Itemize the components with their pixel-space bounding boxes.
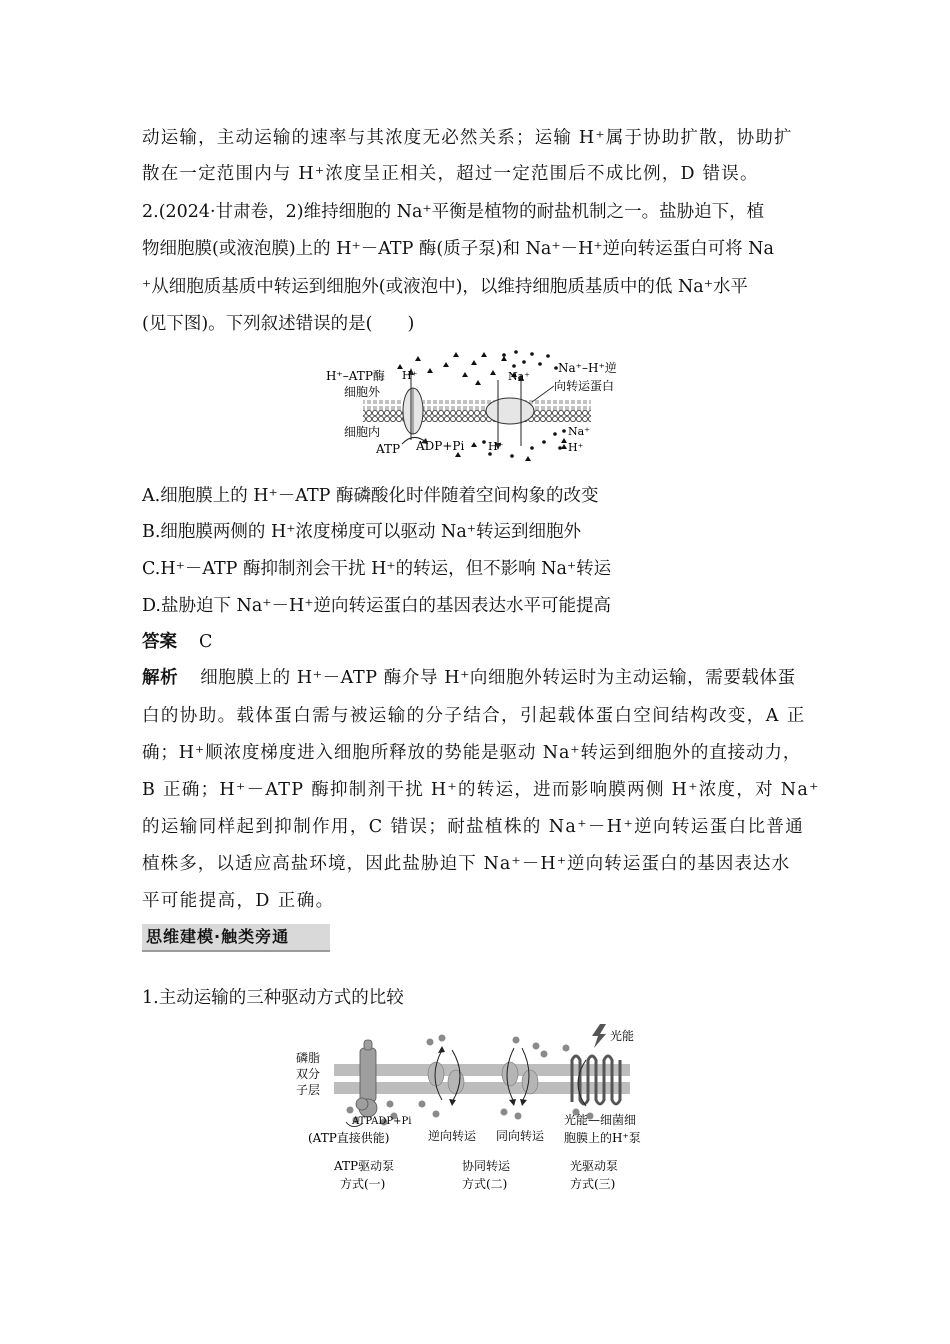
label-atp-adp: ATPADP+Pi: [352, 1116, 412, 1127]
analysis-text-1: 细胞膜上的 H⁺－ATP 酶介导 H⁺向细胞外转运时为主动运输，需要载体蛋: [200, 668, 796, 688]
label-bacterial-1: 光能—细菌细: [564, 1113, 637, 1127]
question-line-3: ⁺从细胞质基质中转运到细胞外(或液泡中)，以维持细胞质基质中的低 Na⁺水平: [142, 277, 748, 297]
question-line-1: 2.(2024·甘肃卷，2)维持细胞的 Na⁺平衡是植物的耐盐机制之一。盐胁迫下，植: [142, 202, 765, 222]
legend-na: Na⁺: [568, 425, 590, 438]
option-b: B.细胞膜两侧的 H⁺浓度梯度可以驱动 Na⁺转运到细胞外: [142, 522, 582, 542]
label-h-atpase: H⁺–ATP酶: [326, 369, 385, 383]
active-transport-modes-figure: [290, 1020, 650, 1200]
option-c: C.H⁺－ATP 酶抑制剂会干扰 H⁺的转运，但不影响 Na⁺转运: [142, 559, 612, 579]
analysis-line-4: B 正确；H⁺－ATP 酶抑制剂干扰 H⁺的转运，进而影响膜两侧 H⁺浓度，对 Na⁺: [142, 780, 820, 800]
option-a: A.细胞膜上的 H⁺－ATP 酶磷酸化时伴随着空间构象的改变: [142, 486, 599, 506]
analysis-line-6: 植株多，以适应高盐环境，因此盐胁迫下 Na⁺－H⁺逆向转运蛋白的基因表达水: [142, 854, 791, 874]
carryover-line-2: 散在一定范围内与 H⁺浓度呈正相关，超过一定范围后不成比例，D 错误。: [142, 164, 759, 184]
bilayer-label-3: 子层: [296, 1083, 321, 1097]
antiporter-leader: [532, 386, 554, 402]
bilayer-label-1: 磷脂: [296, 1051, 321, 1065]
way1-line1: ATP驱动泵: [334, 1159, 395, 1173]
legend-h: H⁺: [568, 441, 584, 454]
answer-label: 答案: [142, 632, 177, 652]
way2-line2: 方式(二): [462, 1177, 508, 1191]
bilayer-label-2: 双分: [296, 1067, 321, 1081]
label-h-bottom: H⁺: [488, 440, 504, 453]
atp-pump: [360, 1048, 376, 1102]
way1-line2: 方式(一): [340, 1177, 386, 1191]
way2-line1: 协同转运: [462, 1159, 511, 1173]
membrane-band-bottom: [334, 1082, 630, 1094]
na-h-antiporter: [486, 398, 534, 424]
section-title: 1.主动运输的三种驱动方式的比较: [142, 988, 404, 1008]
way3-line1: 光驱动泵: [570, 1159, 619, 1173]
label-antiport: 逆向转运: [428, 1129, 477, 1143]
analysis-line-7: 平可能提高，D 正确。: [142, 891, 335, 911]
question-line-2: 物细胞膜(或液泡膜)上的 H⁺－ATP 酶(质子泵)和 Na⁺－H⁺逆向转运蛋白可将 Na: [142, 239, 774, 259]
label-na-top: Na⁺: [508, 370, 530, 383]
label-atp: ATP: [376, 442, 401, 456]
carryover-line-1: 动运输，主动运输的速率与其浓度无必然关系；运输 H⁺属于协助扩散，协助扩: [142, 128, 793, 148]
analysis-line-3: 确；H⁺顺浓度梯度进入细胞所释放的势能是驱动 Na⁺转运到细胞外的直接动力，: [142, 743, 802, 763]
analysis-line-2: 白的协助。载体蛋白需与被运输的分子结合，引起载体蛋白空间结构改变，A 正: [142, 706, 806, 726]
label-bacterial-2: 胞膜上的H⁺泵: [564, 1131, 641, 1145]
answer-value: C: [199, 632, 213, 652]
section-banner: 思维建模·触类旁通: [142, 924, 330, 950]
question-line-4: (见下图)。下列叙述错误的是( ): [142, 314, 415, 334]
banner-underline: [142, 950, 330, 952]
answer-row: [142, 630, 212, 654]
analysis-line-1: [142, 666, 796, 690]
analysis-label: 解析: [142, 668, 179, 688]
label-inside: 细胞内: [344, 425, 381, 439]
light-bolt-icon: [592, 1024, 606, 1048]
label-antiporter-1: Na⁺–H⁺逆: [558, 361, 617, 375]
label-h-top: H⁺: [402, 369, 418, 382]
membrane-transport-figure: [318, 350, 638, 462]
label-atp-direct: (ATP直接供能): [308, 1131, 390, 1145]
way3-line2: 方式(三): [570, 1177, 616, 1191]
lipid-bilayer: [363, 400, 591, 422]
membrane-band-top: [334, 1064, 630, 1076]
label-symport: 同向转运: [496, 1129, 545, 1143]
light-driven-pump: [572, 1056, 620, 1104]
label-light: 光能: [610, 1029, 635, 1043]
label-outside: 细胞外: [344, 385, 381, 399]
option-d: D.盐胁迫下 Na⁺－H⁺逆向转运蛋白的基因表达水平可能提高: [142, 596, 612, 616]
label-antiporter-2: 向转运蛋白: [554, 379, 615, 393]
label-adp-pi: ADP+Pi: [416, 439, 465, 453]
analysis-line-5: 的运输同样起到抑制作用，C 错误；耐盐植株的 Na⁺－H⁺逆向转运蛋白比普通: [142, 817, 805, 837]
